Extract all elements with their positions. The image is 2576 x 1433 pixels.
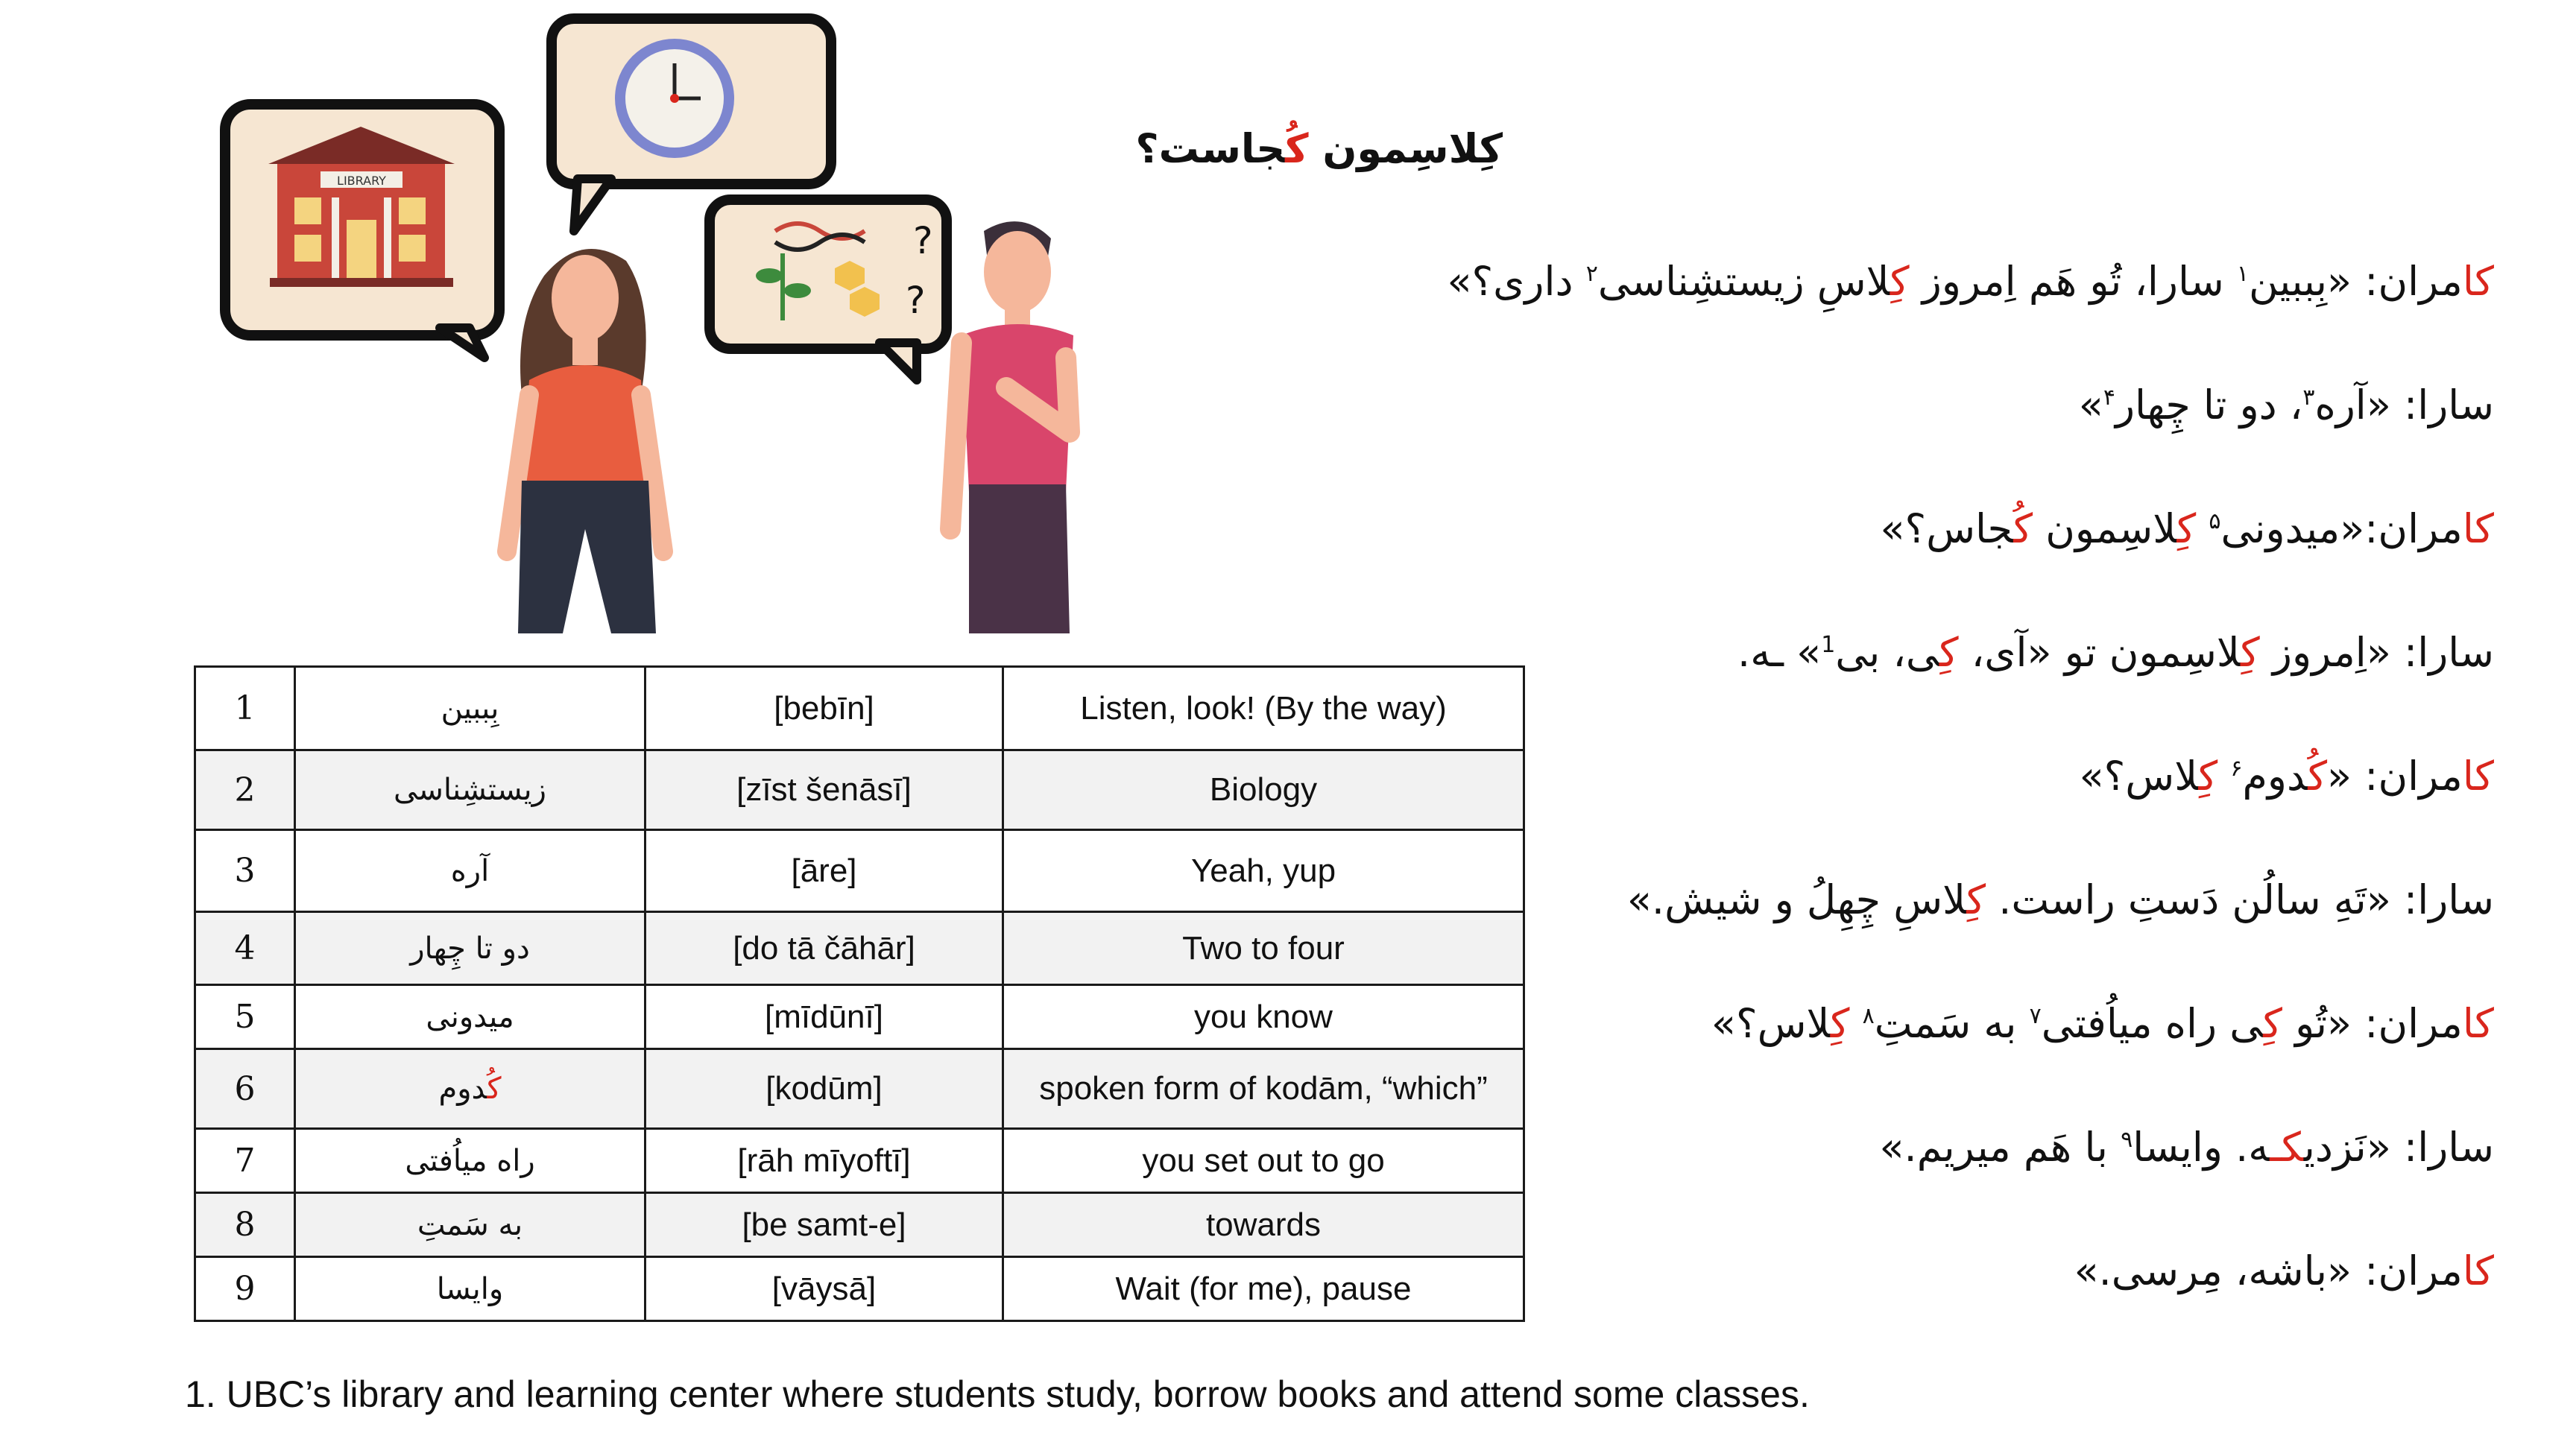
red-highlight: کُ xyxy=(2013,505,2033,552)
red-highlight: کِ xyxy=(1939,629,1959,676)
red-highlight: کِ xyxy=(2263,1000,2282,1047)
english-meaning: Biology xyxy=(1003,750,1524,830)
persian-word: زیستشِناسی xyxy=(295,750,645,830)
footnote-marker: 1 xyxy=(1821,632,1836,658)
speaker-highlight: کا xyxy=(2462,505,2494,552)
dialogue-line-9 xyxy=(1376,1227,2494,1350)
english-meaning: Listen, look! (By the way) xyxy=(1003,667,1524,750)
transliteration: [do tā čāhār] xyxy=(645,912,1003,985)
persian-word xyxy=(295,1049,645,1129)
dialogue-text: » ـه. xyxy=(1737,629,1822,676)
dialogue-text: بِببین xyxy=(2249,258,2328,305)
dialogue-line-2 xyxy=(1376,361,2494,484)
table-row xyxy=(195,830,1524,912)
dialogue-text: » xyxy=(2078,382,2103,428)
footnote-marker: ۴ xyxy=(2103,385,2115,411)
red-highlight: کِ xyxy=(1890,258,1910,305)
persian-word: به سَمتِ xyxy=(295,1193,645,1257)
dialogue-text: تُو xyxy=(2282,1000,2328,1047)
dialogue-text: ه. وایسا xyxy=(2133,1124,2270,1171)
row-number: 2 xyxy=(195,750,295,830)
red-highlight: کِ xyxy=(1966,876,1986,923)
speaker-label: سارا: « xyxy=(2366,382,2494,428)
dialogue-text: با هَم میریم.» xyxy=(1879,1124,2121,1171)
transliteration: [rāh mīyoftī] xyxy=(645,1129,1003,1193)
transliteration: [bebīn] xyxy=(645,667,1003,750)
title-part: کِلاسِمون xyxy=(1308,125,1503,172)
speaker-highlight: کا xyxy=(2462,258,2494,305)
dialogue-text: اِمروز xyxy=(2259,629,2367,676)
red-highlight: کِ xyxy=(2176,505,2197,552)
dialogue-text: لاسِمون تو «آی، xyxy=(1958,629,2241,676)
dialogue-text: لاسِ چِهِلُ و شیش.» xyxy=(1626,876,1967,923)
dialogue-text: به سَمتِ xyxy=(1874,1000,2030,1047)
dialogue xyxy=(1376,237,2494,1350)
table-row xyxy=(195,667,1524,750)
dialogue-text: داری؟» xyxy=(1447,258,1586,305)
speaker-label: مران: « xyxy=(2327,1000,2463,1047)
red-highlight: کِ xyxy=(1830,1000,1850,1047)
english-meaning: you know xyxy=(1003,985,1524,1049)
red-highlight: کِ xyxy=(2241,629,2260,676)
row-number: 5 xyxy=(195,985,295,1049)
table-row xyxy=(195,912,1524,985)
transliteration: [vāysā] xyxy=(645,1257,1003,1321)
dialogue-text: لاسِمون xyxy=(2033,505,2177,552)
footnote-marker: ۷ xyxy=(2029,1003,2042,1029)
row-number: 6 xyxy=(195,1049,295,1129)
red-highlight: کـ xyxy=(2270,1124,2304,1171)
biology-speech-bubble xyxy=(710,200,947,380)
dialogue-text: سارا، تُو هَم اِمروز xyxy=(1909,258,2237,305)
page-title xyxy=(1135,125,1503,172)
library-sign-text: LIBRARY xyxy=(337,174,386,188)
dialogue-text: باشه، مِرسی.» xyxy=(2074,1247,2328,1294)
persian-word-text: دوم xyxy=(438,1072,487,1106)
speaker-highlight: کا xyxy=(2462,753,2494,800)
speaker-label: سارا: « xyxy=(2366,1124,2494,1171)
table-row xyxy=(195,1193,1524,1257)
english-meaning: Yeah, yup xyxy=(1003,830,1524,912)
english-meaning: Two to four xyxy=(1003,912,1524,985)
dialogue-text: تَهِ سالُن دَستِ راست. xyxy=(1986,876,2367,923)
dialogue-line-8 xyxy=(1376,1103,2494,1227)
row-number: 3 xyxy=(195,830,295,912)
vocabulary-table xyxy=(194,665,1525,1322)
title-part: جاست؟ xyxy=(1135,125,1286,172)
footnote-marker: ۵ xyxy=(2209,508,2221,534)
english-meaning: towards xyxy=(1003,1193,1524,1257)
english-meaning: spoken form of kodām, “which” xyxy=(1003,1049,1524,1129)
table-row xyxy=(195,985,1524,1049)
dialogue-line-4 xyxy=(1376,608,2494,732)
speaker-highlight: کا xyxy=(2462,1000,2494,1047)
dialogue-text xyxy=(2196,505,2209,552)
speaker-label: سارا: « xyxy=(2366,876,2494,923)
persian-word: دو تا چِهار xyxy=(295,912,645,985)
footnote-marker: ۶ xyxy=(2230,756,2243,782)
transliteration: [be samt-e] xyxy=(645,1193,1003,1257)
dialogue-text: لاسِ زیستشِناسی xyxy=(1597,258,1890,305)
footnote-marker: ۹ xyxy=(2121,1127,2133,1153)
question-mark-icon: ? xyxy=(913,219,933,262)
row-number: 9 xyxy=(195,1257,295,1321)
persian-word: بِببین xyxy=(295,667,645,750)
table-row xyxy=(195,1129,1524,1193)
red-highlight: کُ xyxy=(2308,753,2328,800)
woman-figure xyxy=(507,249,663,633)
clock-icon xyxy=(615,39,734,158)
dialogue-text: آره xyxy=(2314,382,2367,428)
table-row xyxy=(195,1049,1524,1129)
red-highlight: کِ xyxy=(2198,753,2218,800)
english-meaning: Wait (for me), pause xyxy=(1003,1257,1524,1321)
row-number: 7 xyxy=(195,1129,295,1193)
footnote-marker: ۱ xyxy=(2236,261,2250,287)
speaker-label: مران:« xyxy=(2340,505,2463,552)
dialogue-text: ی راه میاُفتی xyxy=(2041,1000,2264,1047)
dialogue-text xyxy=(2217,753,2230,800)
table-row xyxy=(195,1257,1524,1321)
table-row xyxy=(195,750,1524,830)
dialogue-text: نَزدی xyxy=(2303,1124,2367,1171)
row-number: 8 xyxy=(195,1193,295,1257)
persian-word: وایسا xyxy=(295,1257,645,1321)
dialogue-line-5 xyxy=(1376,732,2494,855)
transliteration: [zīst šenāsī] xyxy=(645,750,1003,830)
persian-word: آره xyxy=(295,830,645,912)
persian-word: راه میاُفتی xyxy=(295,1129,645,1193)
speaker-label: سارا: « xyxy=(2366,629,2494,676)
speaker-label: مران: « xyxy=(2327,1247,2463,1294)
library-speech-bubble xyxy=(225,104,499,358)
transliteration: [āre] xyxy=(645,830,1003,912)
footnote: 1. UBC’s library and learning center where students study, borrow books and attend some classes. xyxy=(185,1373,1810,1415)
dialogue-line-7 xyxy=(1376,979,2494,1103)
footnote-marker: ۸ xyxy=(1862,1003,1875,1029)
dialogue-text: لاس؟» xyxy=(1711,1000,1831,1047)
speaker-highlight: کا xyxy=(2462,1247,2494,1294)
dialogue-text: ، دو تا چِهار xyxy=(2115,382,2303,428)
dialogue-text xyxy=(1849,1000,1862,1047)
title-red-part: کُ xyxy=(1285,125,1309,172)
footnote-marker: ۲ xyxy=(1585,261,1598,287)
man-figure xyxy=(950,221,1073,633)
dialogue-text: لاس؟» xyxy=(2079,753,2199,800)
conversation-illustration xyxy=(209,7,1148,633)
transliteration: [mīdūnī] xyxy=(645,985,1003,1049)
speaker-label: مران: « xyxy=(2327,753,2463,800)
row-number: 1 xyxy=(195,667,295,750)
english-meaning: you set out to go xyxy=(1003,1129,1524,1193)
footnote-marker: ۳ xyxy=(2302,385,2315,411)
persian-word: میدونی xyxy=(295,985,645,1049)
question-mark-icon: ? xyxy=(906,279,926,322)
speaker-label: مران: « xyxy=(2327,258,2463,305)
row-number: 4 xyxy=(195,912,295,985)
dialogue-line-1 xyxy=(1376,237,2494,361)
dialogue-text: جاس؟» xyxy=(1880,505,2014,552)
dialogue-line-3 xyxy=(1376,484,2494,608)
dialogue-text: دوم xyxy=(2242,753,2308,800)
dialogue-text: میدونی xyxy=(2220,505,2340,552)
dialogue-line-6 xyxy=(1376,855,2494,979)
transliteration: [kodūm] xyxy=(645,1049,1003,1129)
red-highlight: کُ xyxy=(487,1072,502,1106)
dialogue-text: ی، بی xyxy=(1835,629,1939,676)
